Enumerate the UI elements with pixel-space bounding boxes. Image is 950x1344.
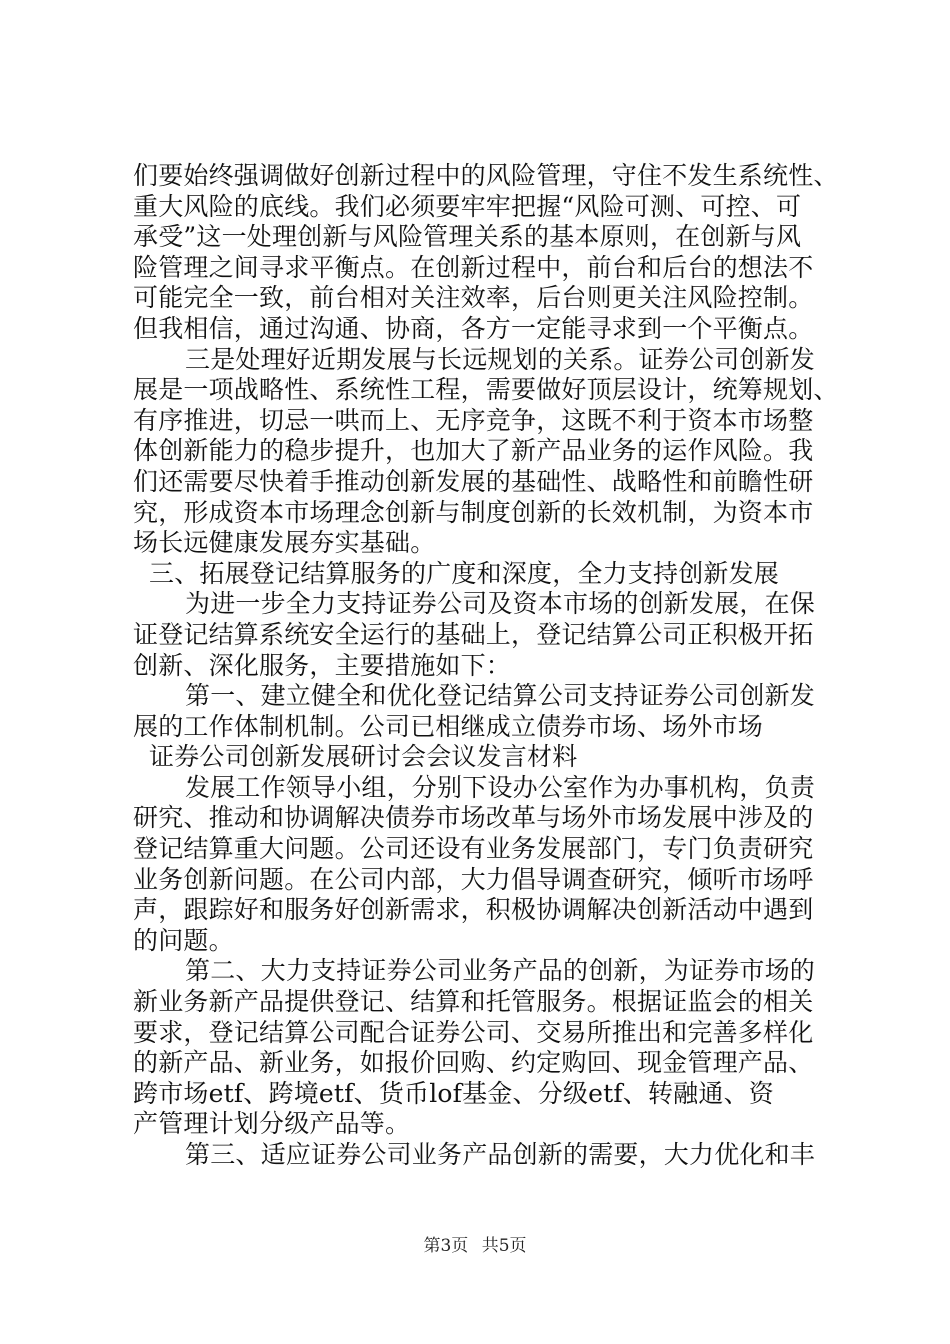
text-line: 的问题。 [133,925,234,955]
text-line: 们还需要尽快着手推动创新发展的基础性、战略性和前瞻性研 [133,466,814,496]
text-line: 研究、推动和协调解决债券市场改革与场外市场发展中涉及的 [133,803,814,833]
text-line: 体创新能力的稳步提升，也加大了新产品业务的运作风险。我 [133,436,814,466]
text-line: 声，跟踪好和服务好创新需求，积极协调解决创新活动中遇到 [133,895,814,925]
text-line: 可能完全一致，前台相对关注效率，后台则更关注风险控制。 [133,283,814,313]
document-title-line: 证券公司创新发展研讨会会议发言材料 [149,742,578,772]
text-line: 创新、深化服务，主要措施如下： [133,650,512,680]
text-line: 但我相信，通过沟通、协商，各方一定能寻求到一个平衡点。 [133,313,814,343]
body-text [133,161,839,1171]
text-line: 跨市场etf、跨境etf、货币lof基金、分级etf、转融通、资 [133,1078,774,1108]
text-line: 场长远健康发展夯实基础。 [133,528,436,558]
paragraph-start-line: 发展工作领导小组，分别下设办公室作为办事机构，负责 [185,772,816,802]
paragraph-start-line: 第一、建立健全和优化登记结算公司支持证券公司创新发 [185,681,816,711]
text-line: 们要始终强调做好创新过程中的风险管理，守住不发生系统性、 [133,161,839,190]
text-line: 业务创新问题。在公司内部，大力倡导调查研究，倾听市场呼 [133,864,814,894]
page-footer [0,1236,950,1256]
text-line: 重大风险的底线。我们必须要牢牢把握“风险可测、可控、可 [133,191,802,221]
paragraph-start-line: 三是处理好近期发展与长远规划的关系。证券公司创新发 [185,344,816,374]
text-line: 产管理计划分级产品等。 [133,1109,411,1139]
paragraph-start-line: 第二、大力支持证券公司业务产品的创新，为证券市场的 [185,956,816,986]
text-line: 展是一项战略性、系统性工程，需要做好顶层设计，统筹规划、 [133,375,839,405]
text-line: 证登记结算系统安全运行的基础上，登记结算公司正积极开拓 [133,619,814,649]
text-line: 展的工作体制机制。公司已相继成立债券市场、场外市场 [133,711,764,741]
page-total: 共5页 [481,1236,527,1256]
page-number: 第3页 [423,1236,469,1256]
paragraph-start-line: 第三、适应证券公司业务产品创新的需要，大力优化和丰 [185,1140,816,1169]
text-line: 究，形成资本市场理念创新与制度创新的长效机制，为资本市 [133,497,814,527]
text-line: 新业务新产品提供登记、结算和托管服务。根据证监会的相关 [133,987,814,1017]
text-line: 要求，登记结算公司配合证券公司、交易所推出和完善多样化 [133,1017,814,1047]
section-heading: 三、拓展登记结算服务的广度和深度，全力支持创新发展 [149,558,780,588]
text-line: 险管理之间寻求平衡点。在创新过程中，前台和后台的想法不 [133,252,814,282]
text-line: 承受”这一处理创新与风险管理关系的基本原则，在创新与风 [133,222,802,252]
text-line: 登记结算重大问题。公司还设有业务发展部门，专门负责研究 [133,834,814,864]
text-line: 有序推进，切忌一哄而上、无序竞争，这既不利于资本市场整 [133,405,814,435]
text-line: 的新产品、新业务，如报价回购、约定购回、现金管理产品、 [133,1048,814,1078]
paragraph-start-line: 为进一步全力支持证券公司及资本市场的创新发展，在保 [185,589,816,619]
